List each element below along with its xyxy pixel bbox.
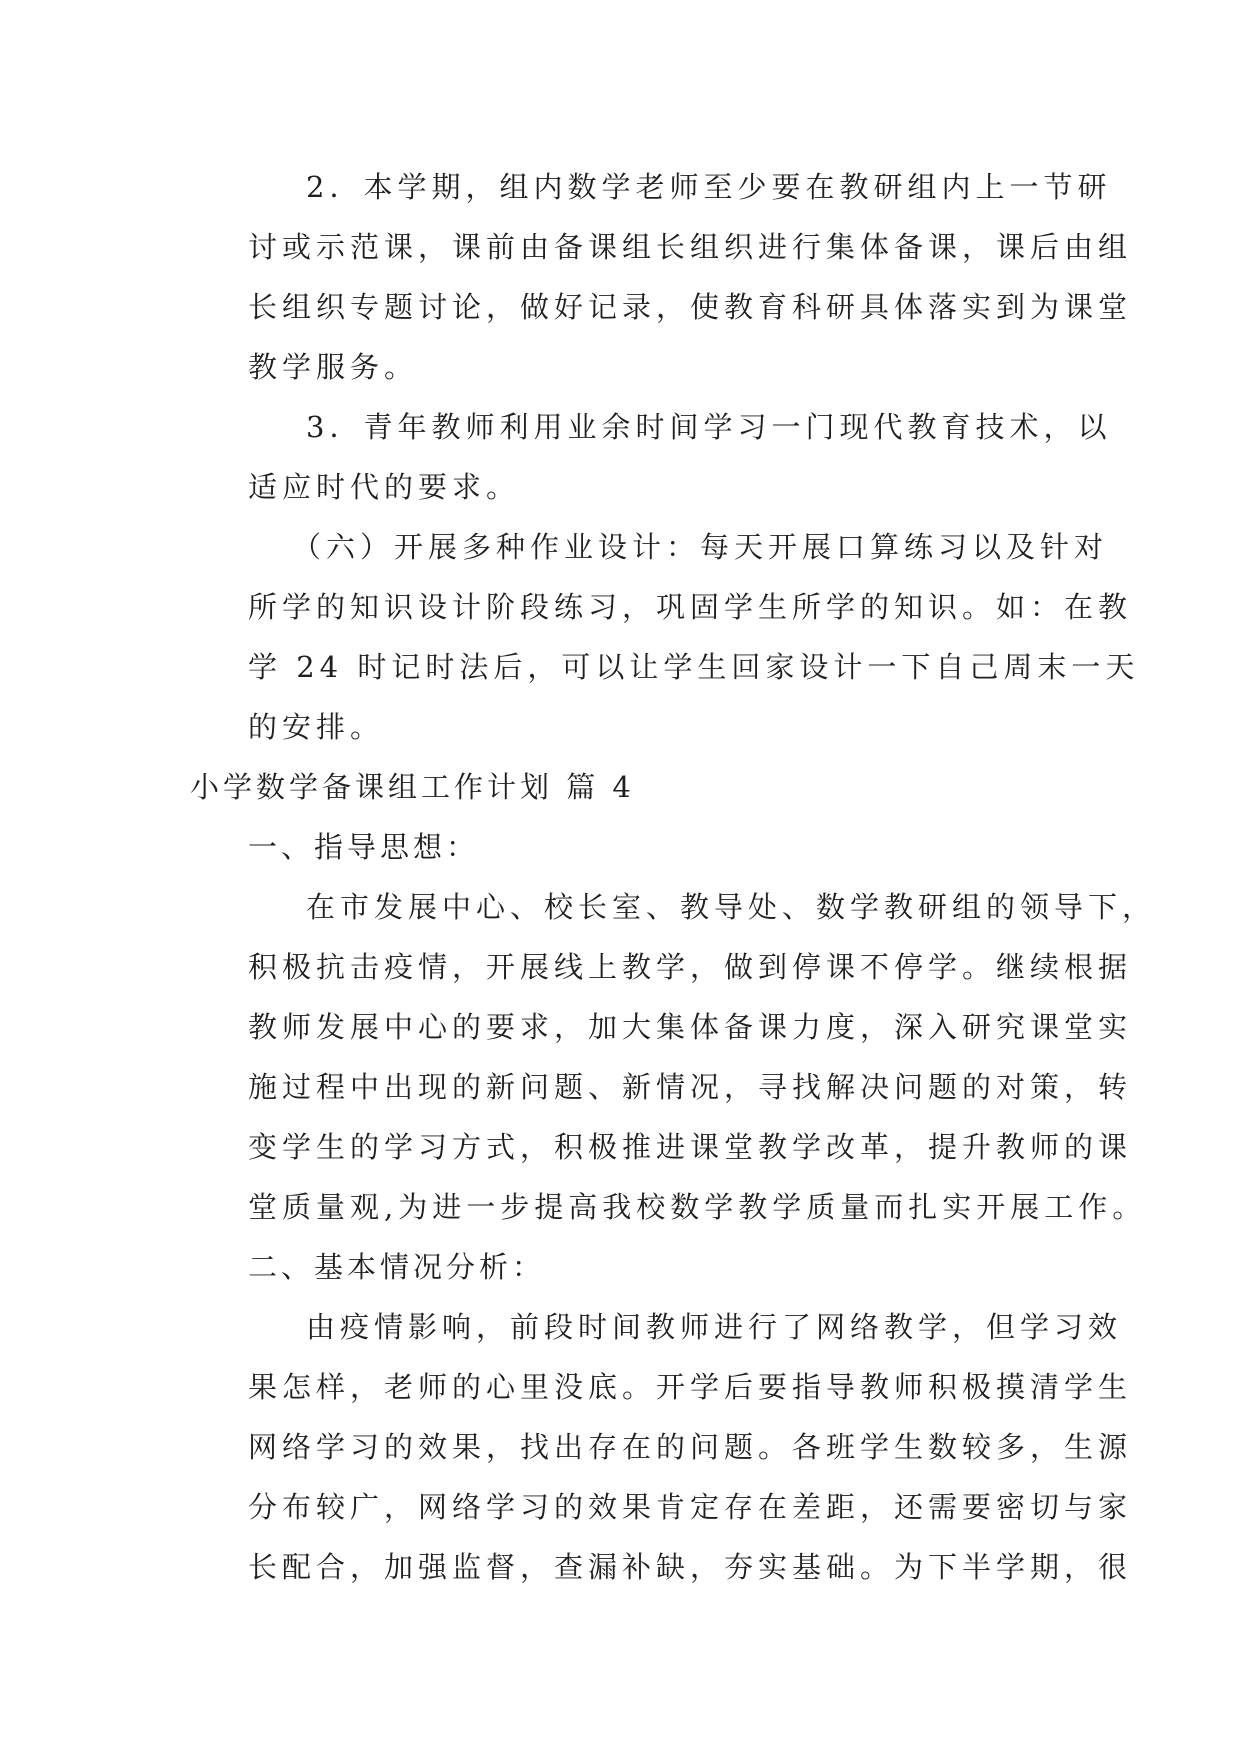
paragraph-guiding-ideology bbox=[190, 877, 1157, 1237]
text-line: 学 24 时记时法后，可以让学生回家设计一下自己周末一天 bbox=[248, 650, 1140, 684]
text-line: 的安排。 bbox=[248, 710, 385, 744]
text-line: 变学生的学习方式，积极推进课堂教学改革，提升教师的课 bbox=[248, 1130, 1133, 1164]
text-line: （六）开展多种作业设计：每天开展口算练习以及针对 bbox=[292, 530, 1109, 564]
text-line: 一、指导思想： bbox=[248, 830, 480, 864]
text-line: 施过程中出现的新问题、新情况，寻找解决问题的对策，转 bbox=[248, 1070, 1133, 1104]
text-line: 堂质量观,为进一步提高我校数学教学质量而扎实开展工作。 bbox=[248, 1190, 1147, 1224]
text-line: 2．本学期，组内数学老师至少要在教研组内上一节研 bbox=[306, 170, 1112, 204]
text-line: 长组织专题讨论，做好记录，使教育科研具体落实到为课堂 bbox=[248, 290, 1133, 324]
text-line: 适应时代的要求。 bbox=[248, 470, 521, 504]
section-heading-basic-situation bbox=[190, 1237, 1050, 1297]
document-body bbox=[190, 157, 1157, 1597]
paragraph-item-3 bbox=[190, 397, 1112, 517]
text-line: 所学的知识设计阶段练习，巩固学生所学的知识。如：在教 bbox=[248, 590, 1133, 624]
text-line: 小学数学备课组工作计划 篇 4 bbox=[190, 770, 635, 804]
text-line: 长配合，加强监督，查漏补缺，夯实基础。为下半学期，很 bbox=[248, 1550, 1133, 1584]
text-line: 3．青年教师利用业余时间学习一门现代教育技术，以 bbox=[306, 410, 1112, 444]
section-heading-guiding-ideology bbox=[190, 817, 1050, 877]
text-line: 积极抗击疫情，开展线上教学，做到停课不停学。继续根据 bbox=[248, 950, 1133, 984]
section-title bbox=[190, 757, 1050, 817]
paragraph-item-2 bbox=[190, 157, 1133, 397]
text-line: 果怎样，老师的心里没底。开学后要指导教师积极摸清学生 bbox=[248, 1370, 1133, 1404]
text-line: 二、基本情况分析： bbox=[248, 1250, 546, 1284]
text-line: 由疫情影响，前段时间教师进行了网络教学，但学习效 bbox=[306, 1310, 1123, 1344]
text-line: 教师发展中心的要求，加大集体备课力度，深入研究课堂实 bbox=[248, 1010, 1133, 1044]
paragraph-basic-situation bbox=[190, 1297, 1133, 1597]
text-line: 讨或示范课，课前由备课组长组织进行集体备课，课后由组 bbox=[248, 230, 1133, 264]
paragraph-homework-design bbox=[190, 517, 1140, 757]
text-line: 分布较广，网络学习的效果肯定存在差距，还需要密切与家 bbox=[248, 1490, 1133, 1524]
text-line: 教学服务。 bbox=[248, 350, 419, 384]
text-line: 在市发展中心、校长室、教导处、数学教研组的领导下， bbox=[306, 890, 1157, 924]
text-line: 网络学习的效果，找出存在的问题。各班学生数较多，生源 bbox=[248, 1430, 1133, 1464]
